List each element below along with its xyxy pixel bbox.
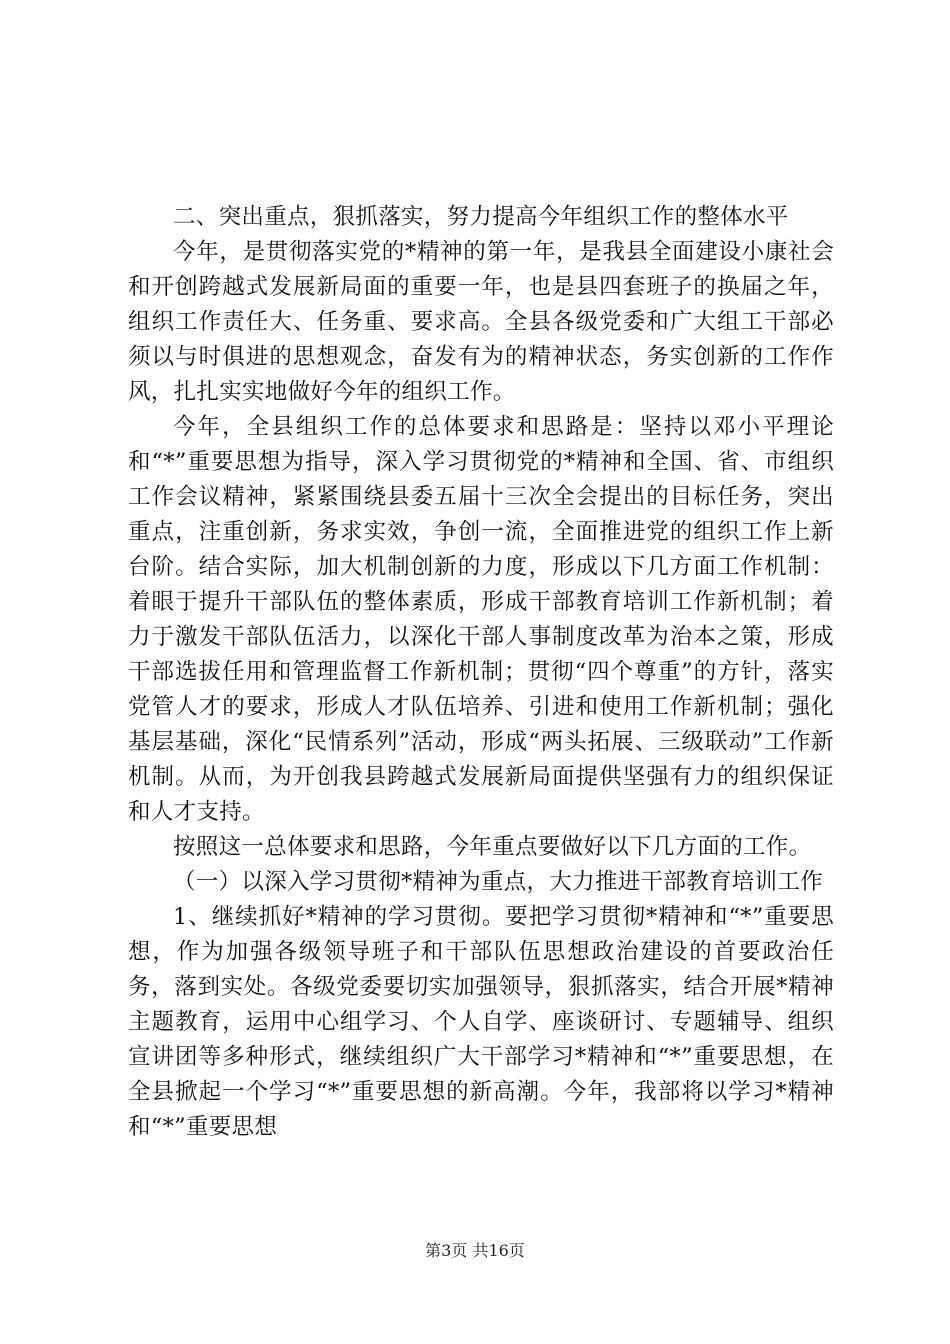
paragraph: 1、继续抓好*精神的学习贯彻。要把学习贯彻*精神和“*”重要思想，作为加强各级领导班子和干部队伍思想政治建设的首要政治任务，落到实处。各级党委要切实加强领导，狠抓落实，结合开展*精神主题教育，运用中心组学习、个人自学、座谈研讨、专题辅导、组织宣讲团等多种形式，继续组织广大干部学习*精神和“*”重要思想，在全县掀起一个学习“*”重要思想的新高潮。今年，我部将以学习*精神和“*”重要思想	[128, 904, 834, 1140]
paragraph: 按照这一总体要求和思路，今年重点要做好以下几方面的工作。	[173, 834, 812, 860]
paragraph: 今年，是贯彻落实党的*精神的第一年，是我县全面建设小康社会和开创跨越式发展新局面的重要一年，也是县四套班子的换届之年，组织工作责任大、任务重、要求高。全县各级党委和广大组工干部必须以与时俱进的思想观念，奋发有为的精神状态，务实创新的工作作风，扎扎实实地做好今年的组织工作。	[128, 239, 834, 405]
document-body	[128, 200, 834, 1145]
subsection-heading: （一）以深入学习贯彻*精神为重点，大力推进干部教育培训工作	[173, 869, 823, 895]
paragraph: 今年，全县组织工作的总体要求和思路是：坚持以邓小平理论和“*”重要思想为指导，深入学习贯彻党的*精神和全国、省、市组织工作会议精神，紧紧围绕县委五届十三次全会提出的目标任务，突出重点，注重创新，务求实效，争创一流，全面推进党的组织工作上新台阶。结合实际，加大机制创新的力度，形成以下几方面工作机制：着眼于提升干部队伍的整体素质，形成干部教育培训工作新机制；着力于激发干部队伍活力，以深化干部人事制度改革为治本之策，形成干部选拔任用和管理监督工作新机制；贯彻“四个尊重”的方针，落实党管人才的要求，形成人才队伍培养、引进和使用工作新机制；强化基层基础，深化“民情系列”活动，形成“两头拓展、三级联动”工作新机制。从而，为开创我县跨越式发展新局面提供坚强有力的组织保证和人才支持。	[128, 414, 834, 825]
section-heading: 二、突出重点，狠抓落实，努力提高今年组织工作的整体水平	[173, 204, 789, 230]
page-number-footer: 第3页 共16页	[425, 1241, 525, 1260]
